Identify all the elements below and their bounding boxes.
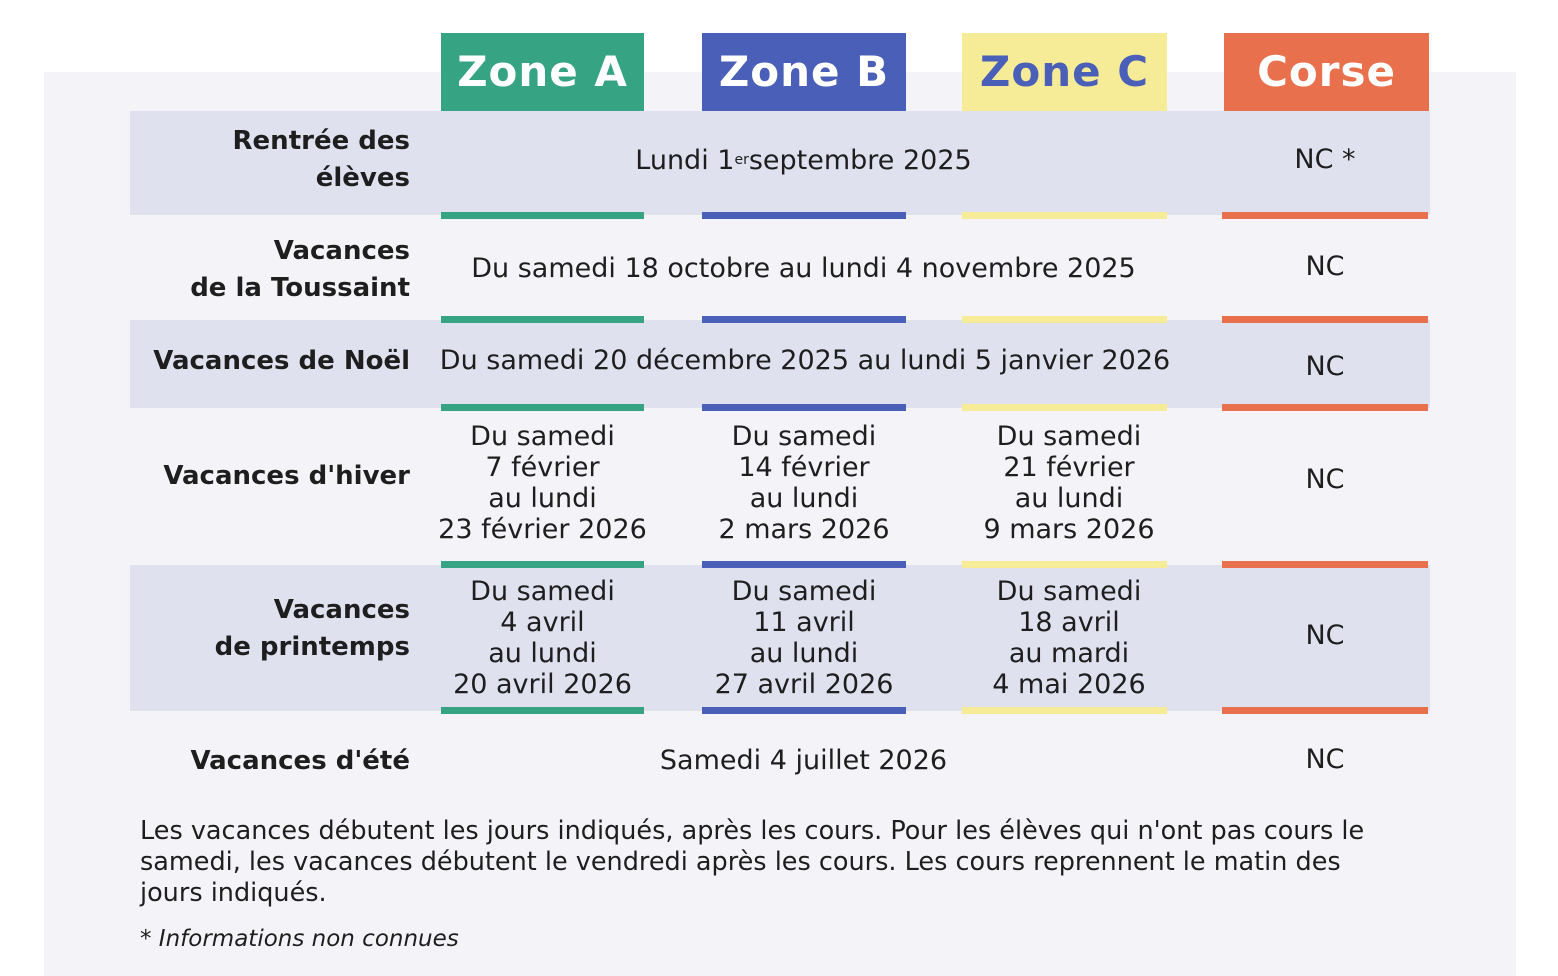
noel-date: Du samedi 20 décembre 2025 au lundi 5 janvier 2026 <box>439 344 1171 376</box>
zone-b-header <box>702 33 906 111</box>
ete-corse: NC <box>1305 743 1345 775</box>
separator-bar-zone-b <box>702 212 906 219</box>
separator-bar-zone-a <box>441 707 644 714</box>
separator-bar-zone-a <box>441 212 644 219</box>
separator-bar-zone-b <box>702 707 906 714</box>
toussaint-corse: NC <box>1305 250 1345 282</box>
rentree-date: Lundi 1 er septembre 2025 <box>635 144 972 176</box>
toussaint-date: Du samedi 18 octobre au lundi 4 novembre 2025 <box>471 252 1136 284</box>
hiver-zone-c: Du samedi 21 février au lundi 9 mars 2026 <box>983 421 1155 545</box>
separator-bar-zone-a <box>441 561 644 568</box>
printemps-zone-b: Du samedi 11 avril au lundi 27 avril 2026 <box>714 576 894 700</box>
row-label-hiver: Vacances d'hiver <box>163 460 410 491</box>
row-label-toussaint: Vacances de la Toussaint <box>190 236 410 303</box>
separator-bar-corse <box>1222 404 1428 411</box>
separator-bar-corse <box>1222 316 1428 323</box>
noel-corse: NC <box>1305 350 1345 382</box>
zone-c-header <box>962 33 1167 111</box>
separator-bar-corse <box>1222 212 1428 219</box>
zone-b-label: Zone B <box>718 47 890 96</box>
rentree-date-prefix: Lundi 1 <box>635 144 735 176</box>
row-label-noel: Vacances de Noël <box>153 345 410 376</box>
printemps-corse: NC <box>1305 619 1345 651</box>
hiver-zone-a: Du samedi 7 février au lundi 23 février 2026 <box>438 421 647 545</box>
zone-c-label: Zone C <box>979 47 1150 96</box>
ete-date: Samedi 4 juillet 2026 <box>659 744 948 776</box>
rentree-corse: NC * <box>1294 143 1356 175</box>
row-label-printemps: Vacances de printemps <box>214 595 410 662</box>
printemps-zone-a: Du samedi 4 avril au lundi 20 avril 2026 <box>453 576 632 700</box>
separator-bar-zone-a <box>441 316 644 323</box>
corse-header <box>1224 33 1429 111</box>
zone-a-label: Zone A <box>457 47 628 96</box>
separator-bar-zone-a <box>441 404 644 411</box>
footer-note: * Informations non connues <box>140 926 459 952</box>
separator-bar-zone-b <box>702 561 906 568</box>
separator-bar-zone-c <box>962 707 1167 714</box>
printemps-zone-c: Du samedi 18 avril au mardi 4 mai 2026 <box>992 576 1146 700</box>
corse-label: Corse <box>1257 47 1396 96</box>
separator-bar-zone-b <box>702 404 906 411</box>
separator-bar-corse <box>1222 707 1428 714</box>
separator-bar-corse <box>1222 561 1428 568</box>
separator-bar-zone-b <box>702 316 906 323</box>
zone-a-header <box>441 33 644 111</box>
separator-bar-zone-c <box>962 561 1167 568</box>
separator-bar-zone-c <box>962 404 1167 411</box>
separator-bar-zone-c <box>962 316 1167 323</box>
footer-text: Les vacances débutent les jours indiqués, après les cours. Pour les élèves qui n'ont pas cours le samedi, les vacances débutent le vendredi après les cours. Les cours reprennent le matin des jours indiqués. <box>140 816 1365 908</box>
rentree-date-suffix: septembre 2025 <box>748 144 972 176</box>
row-label-ete: Vacances d'été <box>190 745 410 776</box>
hiver-corse: NC <box>1305 463 1345 495</box>
separator-bar-zone-c <box>962 212 1167 219</box>
hiver-zone-b: Du samedi 14 février au lundi 2 mars 2026 <box>718 421 890 545</box>
row-label-rentree: Rentrée des élèves <box>232 126 410 193</box>
